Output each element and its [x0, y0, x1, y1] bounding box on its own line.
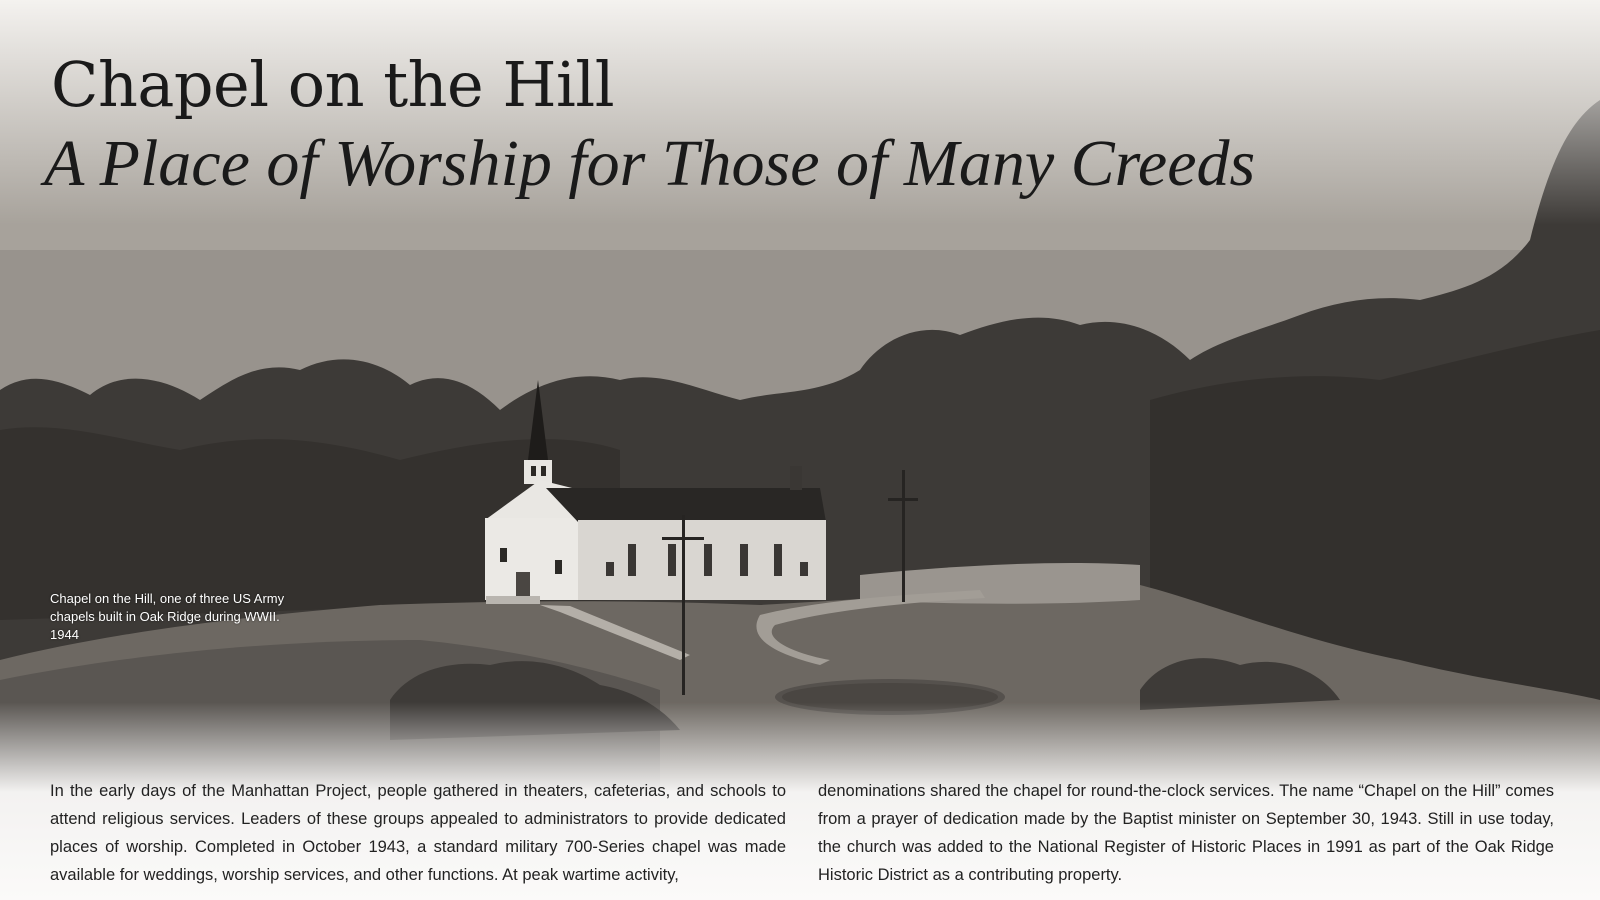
body-text-left-column: In the early days of the Manhattan Project, people gathered in theaters, cafeterias, and schools to attend religious services. Leaders of these groups appealed to administrators to provide dedicated places of worship. Completed in October 1943, a standard military 700-Series chapel was made available for weddings, worship services, and other functions. At peak wartime activity,	[50, 782, 786, 884]
body-text-right-column: denominations shared the chapel for round-the-clock services. The name “Chapel on the Hill” comes from a prayer of dedication made by the Baptist minister on September 30, 1943. Still in use today, the church was added to the National Register of Historic Places in 1991 as part of the Oak Ridge Historic District as a contributing property.	[818, 782, 1554, 884]
photo-caption: Chapel on the Hill, one of three US Army chapels built in Oak Ridge during WWII. 1944	[50, 591, 285, 642]
panel-title: Chapel on the Hill	[51, 48, 615, 121]
panel-subtitle: A Place of Worship for Those of Many Creeds	[44, 127, 1256, 200]
